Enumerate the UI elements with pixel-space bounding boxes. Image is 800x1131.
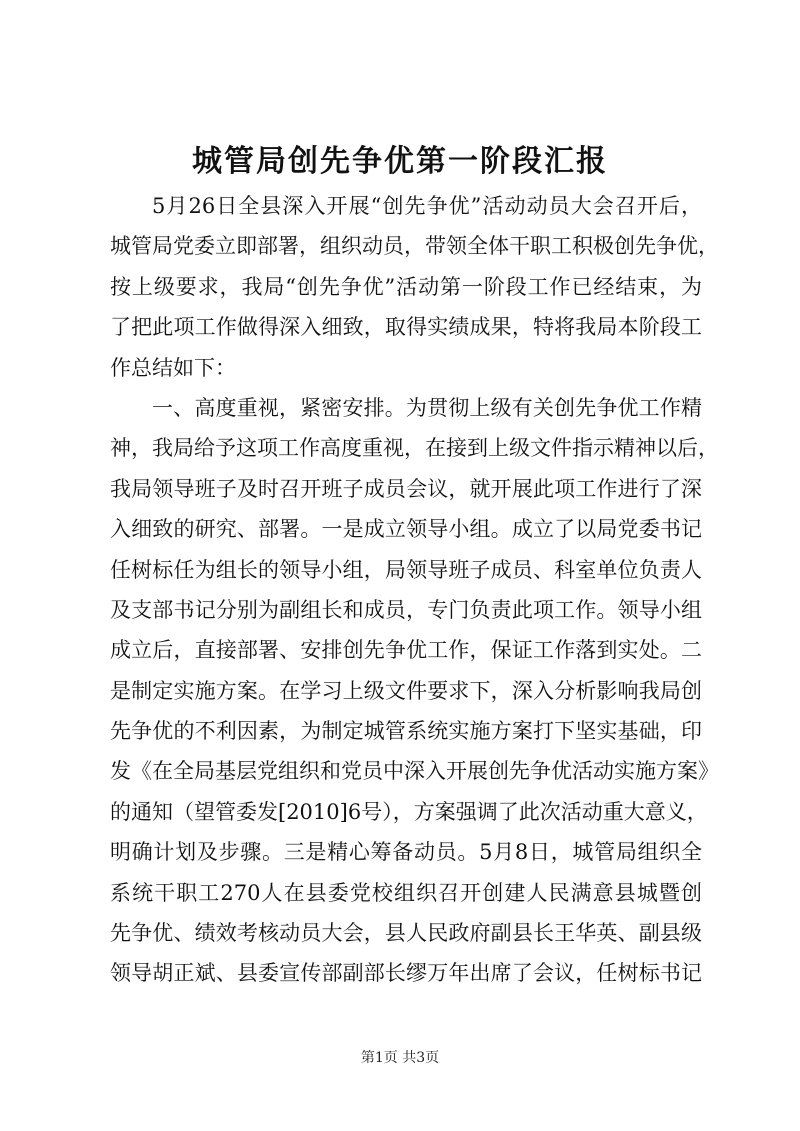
paragraph-1-line-4: 了把此项工作做得深入细致，取得实绩成果，特将我局本阶段工: [110, 315, 702, 340]
paragraph-2-line-4: 入细致的研究、部署。一是成立领导小组。成立了以局党委书记: [110, 517, 702, 542]
paragraph-2-line-2: 神，我局给予这项工作高度重视，在接到上级文件指示精神以后，: [110, 436, 719, 461]
paragraph-2-line-1: 一、高度重视，紧密安排。为贯彻上级有关创先争优工作精: [152, 395, 702, 420]
document-title: 城管局创先争优第一阶段汇报: [192, 144, 608, 179]
paragraph-2-line-10: 发《在全局基层党组织和党员中深入开展创先争优活动实施方案》: [110, 759, 719, 784]
paragraph-2-line-8: 是制定实施方案。在学习上级文件要求下，深入分析影响我局创: [110, 678, 702, 703]
paragraph-2-line-3: 我局领导班子及时召开班子成员会议，就开展此项工作进行了深: [110, 476, 702, 501]
paragraph-2-line-12: 明确计划及步骤。三是精心筹备动员。5月8日，城管局组织全: [110, 840, 702, 865]
paragraph-1-line-2: 城管局党委立即部署，组织动员，带领全体干职工积极创先争优，: [110, 234, 719, 259]
paragraph-1-line-3: 按上级要求，我局“创先争优”活动第一阶段工作已经结束，为: [110, 274, 702, 299]
paragraph-2-line-13: 系统干职工270人在县委党校组织召开创建人民满意县城暨创: [110, 880, 702, 905]
paragraph-2-line-7: 成立后，直接部署、安排创先争优工作，保证工作落到实处。二: [110, 638, 702, 663]
paragraph-2-line-14: 先争优、绩效考核动员大会，县人民政府副县长王华英、副县级: [110, 921, 702, 946]
paragraph-1-line-5: 作总结如下：: [110, 355, 236, 380]
page-number-footer: 第1页 共3页: [360, 1050, 440, 1066]
paragraph-2-line-6: 及支部书记分别为副组长和成员，专门负责此项工作。领导小组: [110, 597, 702, 622]
document-body: [110, 186, 719, 994]
paragraph-2-line-15: 领导胡正斌、县委宣传部副部长缪万年出席了会议，任树标书记: [110, 961, 702, 986]
paragraph-2-line-9: 先争优的不利因素，为制定城管系统实施方案打下坚实基础，印: [110, 719, 702, 744]
paragraph-2-line-11: 的通知（望管委发[2010]6号），方案强调了此次活动重大意义，: [110, 799, 708, 824]
paragraph-1-line-1: 5月26日全县深入开展“创先争优”活动动员大会召开后，: [152, 194, 702, 218]
paragraph-2-line-5: 任树标任为组长的领导小组，局领导班子成员、科室单位负责人: [110, 557, 702, 582]
